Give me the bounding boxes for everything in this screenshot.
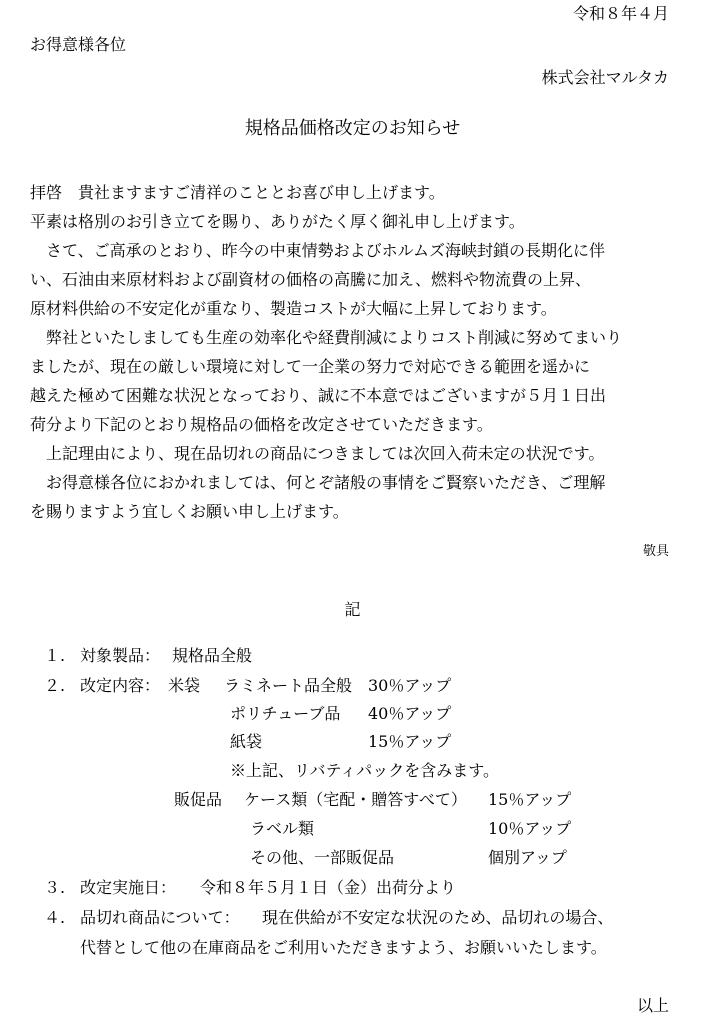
closing-keigu: 敬具 [642, 544, 669, 559]
item-4-label: 品切れ商品について： [80, 908, 240, 927]
item-3-value: 令和８年５月１日（金）出荷分より [200, 878, 457, 897]
sender-company: 株式会社マルタカ [541, 68, 669, 87]
promo-row-3-name: その他、一部販促品 [250, 848, 395, 867]
rice-row-3-rate: 15％アップ [368, 732, 452, 751]
request-line-2: を賜りますよう宜しくお願い申し上げます。 [30, 502, 349, 521]
closing-ijo: 以上 [636, 996, 669, 1015]
rice-bag-category: 米袋 [168, 676, 201, 695]
request-line-1: お得意様各位におかれましては、何とぞ諸般の事情をご賢察いただき、ご理解 [46, 473, 606, 492]
rice-row-1-rate: 30％アップ [368, 676, 452, 695]
thanks-line: 平素は格別のお引き立てを賜り、ありがたく厚く御礼申し上げます。 [30, 212, 525, 231]
item-3-label: 改定実施日： [80, 878, 177, 897]
promo-row-2-rate: 10％アップ [488, 819, 572, 838]
reason-line-1: さて、ご高承のとおり、昨今の中東情勢およびホルムズ海峡封鎖の長期化に伴 [46, 241, 606, 260]
item-2-number: ２. [44, 676, 66, 695]
stock-line: 上記理由により、現在品切れの商品につきましては次回入荷未定の状況です。 [46, 444, 605, 463]
effort-line-4: 荷分より下記のとおり規格品の価格を改定させていただきます。 [30, 415, 493, 434]
greeting-line: 拝啓 貴社ますますご清祥のこととお喜び申し上げます。 [30, 183, 445, 202]
promo-row-1-rate: 15％アップ [488, 790, 572, 809]
rice-row-1-name: ラミネート品全般 [224, 676, 353, 695]
item-4-number: ４. [44, 908, 66, 927]
promo-row-2-name: ラベル類 [250, 819, 315, 838]
letter-body [30, 178, 675, 526]
item-1-value: 規格品全般 [172, 646, 253, 665]
rice-row-2-rate: 40％アップ [368, 704, 452, 723]
promo-row-3-rate: 個別アップ [488, 848, 567, 867]
effort-line-3: 越えた極めて困難な状況となっており、誠に不本意ではございますが５月１日出 [30, 386, 607, 405]
item-1-label: 対象製品： [80, 646, 161, 665]
rice-row-2-name: ポリチューブ品 [230, 704, 341, 723]
effort-line-1: 弊社といたしましても生産の効率化や経費削減によりコスト削減に努めてまいり [46, 328, 623, 347]
reason-line-2: い、石油由来原材料および副資材の価格の高騰に加え、燃料や物流費の上昇、 [30, 270, 591, 289]
item-4-value-line-1: 現在供給が不安定な状況のため、品切れの場合、 [262, 908, 614, 927]
item-3-number: ３. [44, 878, 66, 897]
item-1-number: １. [44, 646, 66, 665]
item-4-value-line-2: 代替として他の在庫商品をご利用いただきますよう、お願いいたします。 [80, 938, 607, 957]
rice-row-3-name: 紙袋 [230, 732, 263, 751]
reason-line-3: 原材料供給の不安定化が重なり、製造コストが大幅に上昇しております。 [30, 299, 557, 318]
item-2-label: 改定内容： [80, 676, 161, 695]
recipient: お得意様各位 [30, 35, 127, 54]
page-title: 規格品価格改定のお知らせ [244, 118, 461, 139]
issue-date: 令和８年４月 [572, 4, 669, 23]
effort-line-2: ましたが、現在の厳しい環境に対して一企業の努力で対応できる範囲を遥かに [30, 357, 591, 376]
rice-note-text: ※上記、リバティパックを含みます。 [230, 761, 499, 780]
promo-row-1-name: ケース類（宅配・贈答すべて） [244, 790, 467, 809]
promo-category: 販促品 [174, 790, 223, 809]
ki-heading: 記 [344, 600, 361, 619]
